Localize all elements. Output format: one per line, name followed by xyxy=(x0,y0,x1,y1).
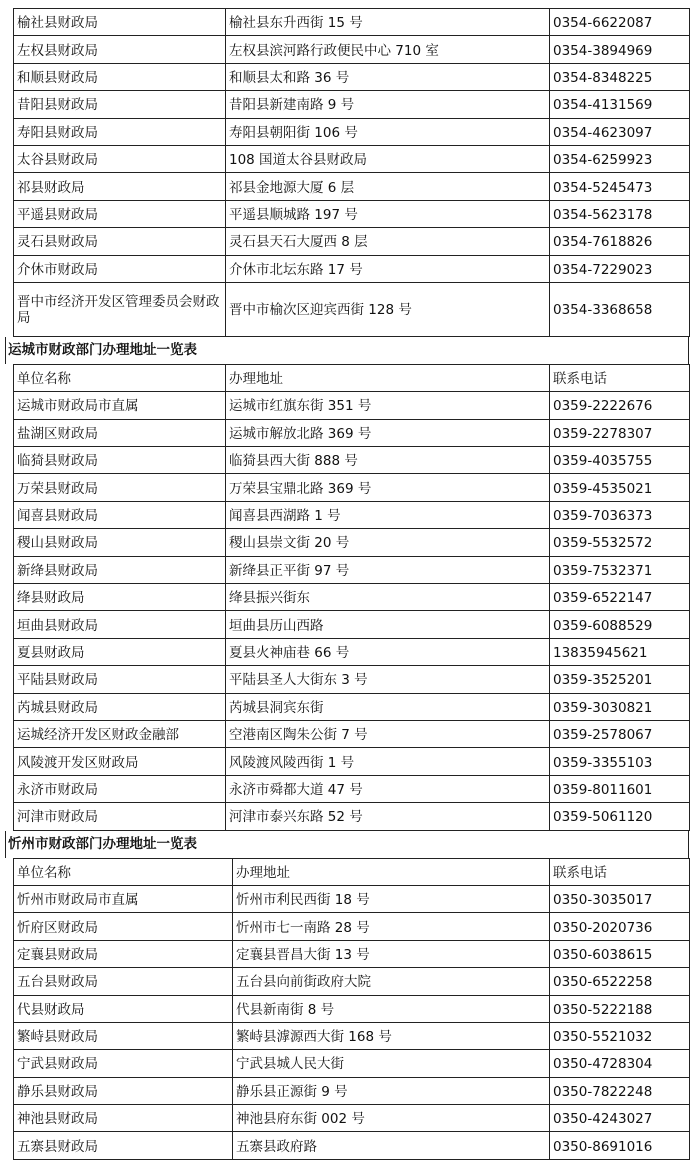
cell-address: 运城市红旗东街 351 号 xyxy=(226,392,550,419)
cell-unit-name: 运城经济开发区财政金融部 xyxy=(14,720,226,747)
cell-address: 灵石县天石大厦西 8 层 xyxy=(226,228,550,255)
cell-address: 五台县向前街政府大院 xyxy=(233,968,550,995)
cell-unit-name: 万荣县财政局 xyxy=(14,474,226,501)
cell-phone: 0359-4535021 xyxy=(550,474,690,501)
table-row xyxy=(14,638,690,665)
table-row xyxy=(14,173,690,200)
table-row xyxy=(14,995,690,1022)
cell-phone: 0350-2020736 xyxy=(550,913,690,940)
table-row xyxy=(14,748,690,775)
cell-phone: 0350-4243027 xyxy=(550,1105,690,1132)
cell-phone: 0350-6522258 xyxy=(550,968,690,995)
cell-phone: 0359-2578067 xyxy=(550,720,690,747)
cell-unit-name: 新绛县财政局 xyxy=(14,556,226,583)
table-row xyxy=(14,474,690,501)
header-address: 办理地址 xyxy=(226,364,550,391)
cell-address: 忻州市利民西街 18 号 xyxy=(233,885,550,912)
cell-address: 新绛县正平街 97 号 xyxy=(226,556,550,583)
cell-phone: 0359-8011601 xyxy=(550,775,690,802)
cell-phone: 0359-4035755 xyxy=(550,447,690,474)
cell-phone: 0359-3525201 xyxy=(550,666,690,693)
yuncheng-section-title: 运城市财政部门办理地址一览表 xyxy=(5,337,689,364)
cell-address: 万荣县宝鼎北路 369 号 xyxy=(226,474,550,501)
table-row xyxy=(14,913,690,940)
table-row xyxy=(14,968,690,995)
table-row xyxy=(14,9,690,36)
cell-unit-name: 平遥县财政局 xyxy=(14,200,226,227)
table-row xyxy=(14,63,690,90)
table-row xyxy=(14,1077,690,1104)
cell-phone: 0359-7036373 xyxy=(550,501,690,528)
header-phone: 联系电话 xyxy=(550,858,690,885)
cell-phone: 0359-5061120 xyxy=(550,803,690,830)
cell-unit-name: 介休市财政局 xyxy=(14,255,226,282)
cell-unit-name: 风陵渡开发区财政局 xyxy=(14,748,226,775)
cell-address: 定襄县晋昌大街 13 号 xyxy=(233,940,550,967)
cell-address: 祁县金地源大厦 6 层 xyxy=(226,173,550,200)
cell-address: 垣曲县历山西路 xyxy=(226,611,550,638)
cell-address: 左权县滨河路行政便民中心 710 室 xyxy=(226,36,550,63)
cell-phone: 0354-4131569 xyxy=(550,91,690,118)
cell-address: 夏县火神庙巷 66 号 xyxy=(226,638,550,665)
cell-unit-name: 昔阳县财政局 xyxy=(14,91,226,118)
table-row xyxy=(14,666,690,693)
header-address: 办理地址 xyxy=(233,858,550,885)
cell-unit-name: 运城市财政局市直属 xyxy=(14,392,226,419)
cell-address: 忻州市七一南路 28 号 xyxy=(233,913,550,940)
cell-phone: 0359-2278307 xyxy=(550,419,690,446)
table-row xyxy=(14,118,690,145)
header-unit: 单位名称 xyxy=(14,858,233,885)
cell-address: 运城市解放北路 369 号 xyxy=(226,419,550,446)
table-row xyxy=(14,693,690,720)
cell-phone: 0354-8348225 xyxy=(550,63,690,90)
table-row xyxy=(14,1105,690,1132)
table-header-row xyxy=(14,364,690,391)
cell-unit-name: 左权县财政局 xyxy=(14,36,226,63)
cell-phone: 0359-5532572 xyxy=(550,529,690,556)
table-row xyxy=(14,529,690,556)
cell-unit-name: 盐湖区财政局 xyxy=(14,419,226,446)
cell-phone: 0350-3035017 xyxy=(550,885,690,912)
cell-unit-name: 榆社县财政局 xyxy=(14,9,226,36)
table-row xyxy=(14,145,690,172)
cell-address: 平遥县顺城路 197 号 xyxy=(226,200,550,227)
cell-phone: 0350-4728304 xyxy=(550,1050,690,1077)
cell-address: 绛县振兴街东 xyxy=(226,584,550,611)
cell-address: 寿阳县朝阳街 106 号 xyxy=(226,118,550,145)
cell-phone: 0359-3355103 xyxy=(550,748,690,775)
cell-unit-name: 芮城县财政局 xyxy=(14,693,226,720)
cell-phone: 0354-4623097 xyxy=(550,118,690,145)
cell-phone: 0359-7532371 xyxy=(550,556,690,583)
cell-unit-name: 繁峙县财政局 xyxy=(14,1022,233,1049)
cell-address: 榆社县东升西街 15 号 xyxy=(226,9,550,36)
table-row xyxy=(14,611,690,638)
cell-address: 介休市北坛东路 17 号 xyxy=(226,255,550,282)
table-row xyxy=(14,419,690,446)
cell-unit-name: 太谷县财政局 xyxy=(14,145,226,172)
jinzhong-table xyxy=(13,8,690,337)
xinzhou-table xyxy=(13,858,690,1160)
cell-phone: 0354-3368658 xyxy=(550,282,690,336)
cell-address: 稷山县崇文街 20 号 xyxy=(226,529,550,556)
cell-unit-name: 寿阳县财政局 xyxy=(14,118,226,145)
cell-unit-name: 忻府区财政局 xyxy=(14,913,233,940)
table-row xyxy=(14,1050,690,1077)
cell-address: 神池县府东街 002 号 xyxy=(233,1105,550,1132)
xinzhou-section-title: 忻州市财政部门办理地址一览表 xyxy=(5,831,689,858)
cell-phone: 0354-5245473 xyxy=(550,173,690,200)
document xyxy=(0,8,699,1160)
cell-unit-name: 忻州市财政局市直属 xyxy=(14,885,233,912)
cell-unit-name: 和顺县财政局 xyxy=(14,63,226,90)
cell-address: 五寨县政府路 xyxy=(233,1132,550,1159)
cell-address: 风陵渡风陵西街 1 号 xyxy=(226,748,550,775)
cell-unit-name: 灵石县财政局 xyxy=(14,228,226,255)
header-unit: 单位名称 xyxy=(14,364,226,391)
cell-phone: 0354-5623178 xyxy=(550,200,690,227)
cell-unit-name: 晋中市经济开发区管理委员会财政局 xyxy=(14,282,226,336)
cell-unit-name: 闻喜县财政局 xyxy=(14,501,226,528)
cell-phone: 0354-6259923 xyxy=(550,145,690,172)
cell-unit-name: 稷山县财政局 xyxy=(14,529,226,556)
cell-phone: 0354-6622087 xyxy=(550,9,690,36)
cell-unit-name: 五寨县财政局 xyxy=(14,1132,233,1159)
table-row xyxy=(14,584,690,611)
cell-unit-name: 静乐县财政局 xyxy=(14,1077,233,1104)
cell-unit-name: 夏县财政局 xyxy=(14,638,226,665)
cell-unit-name: 垣曲县财政局 xyxy=(14,611,226,638)
table-row xyxy=(14,556,690,583)
cell-address: 临猗县西大街 888 号 xyxy=(226,447,550,474)
table-row xyxy=(14,1022,690,1049)
cell-address: 代县新南街 8 号 xyxy=(233,995,550,1022)
cell-address: 静乐县正源街 9 号 xyxy=(233,1077,550,1104)
header-phone: 联系电话 xyxy=(550,364,690,391)
cell-phone: 0359-3030821 xyxy=(550,693,690,720)
cell-address: 芮城县洞宾东街 xyxy=(226,693,550,720)
cell-unit-name: 临猗县财政局 xyxy=(14,447,226,474)
cell-unit-name: 平陆县财政局 xyxy=(14,666,226,693)
table-row xyxy=(14,392,690,419)
yuncheng-table xyxy=(13,364,690,831)
cell-address: 河津市泰兴东路 52 号 xyxy=(226,803,550,830)
table-row xyxy=(14,885,690,912)
cell-phone: 0359-2222676 xyxy=(550,392,690,419)
cell-phone: 0354-7618826 xyxy=(550,228,690,255)
cell-phone: 0350-8691016 xyxy=(550,1132,690,1159)
cell-unit-name: 代县财政局 xyxy=(14,995,233,1022)
cell-phone: 0359-6522147 xyxy=(550,584,690,611)
cell-unit-name: 祁县财政局 xyxy=(14,173,226,200)
cell-address: 闻喜县西湖路 1 号 xyxy=(226,501,550,528)
cell-phone: 0350-5222188 xyxy=(550,995,690,1022)
cell-address: 晋中市榆次区迎宾西街 128 号 xyxy=(226,282,550,336)
cell-phone: 0354-7229023 xyxy=(550,255,690,282)
cell-address: 宁武县城人民大街 xyxy=(233,1050,550,1077)
table-row xyxy=(14,447,690,474)
table-row xyxy=(14,501,690,528)
table-row xyxy=(14,200,690,227)
cell-unit-name: 绛县财政局 xyxy=(14,584,226,611)
table-row xyxy=(14,803,690,830)
table-row xyxy=(14,255,690,282)
cell-address: 108 国道太谷县财政局 xyxy=(226,145,550,172)
table-row xyxy=(14,940,690,967)
cell-address: 永济市舜都大道 47 号 xyxy=(226,775,550,802)
cell-address: 繁峙县滹源西大街 168 号 xyxy=(233,1022,550,1049)
table-row xyxy=(14,720,690,747)
cell-phone: 0350-6038615 xyxy=(550,940,690,967)
table-header-row xyxy=(14,858,690,885)
cell-address: 空港南区陶朱公街 7 号 xyxy=(226,720,550,747)
cell-unit-name: 五台县财政局 xyxy=(14,968,233,995)
cell-unit-name: 宁武县财政局 xyxy=(14,1050,233,1077)
cell-unit-name: 永济市财政局 xyxy=(14,775,226,802)
table-row xyxy=(14,228,690,255)
cell-phone: 0359-6088529 xyxy=(550,611,690,638)
cell-unit-name: 神池县财政局 xyxy=(14,1105,233,1132)
cell-unit-name: 定襄县财政局 xyxy=(14,940,233,967)
cell-address: 昔阳县新建南路 9 号 xyxy=(226,91,550,118)
cell-address: 和顺县太和路 36 号 xyxy=(226,63,550,90)
table-row xyxy=(14,91,690,118)
cell-unit-name: 河津市财政局 xyxy=(14,803,226,830)
cell-phone: 0350-7822248 xyxy=(550,1077,690,1104)
cell-phone: 0350-5521032 xyxy=(550,1022,690,1049)
cell-phone: 13835945621 xyxy=(550,638,690,665)
table-row xyxy=(14,1132,690,1159)
table-row xyxy=(14,36,690,63)
table-row xyxy=(14,775,690,802)
table-row xyxy=(14,282,690,336)
cell-phone: 0354-3894969 xyxy=(550,36,690,63)
cell-address: 平陆县圣人大街东 3 号 xyxy=(226,666,550,693)
